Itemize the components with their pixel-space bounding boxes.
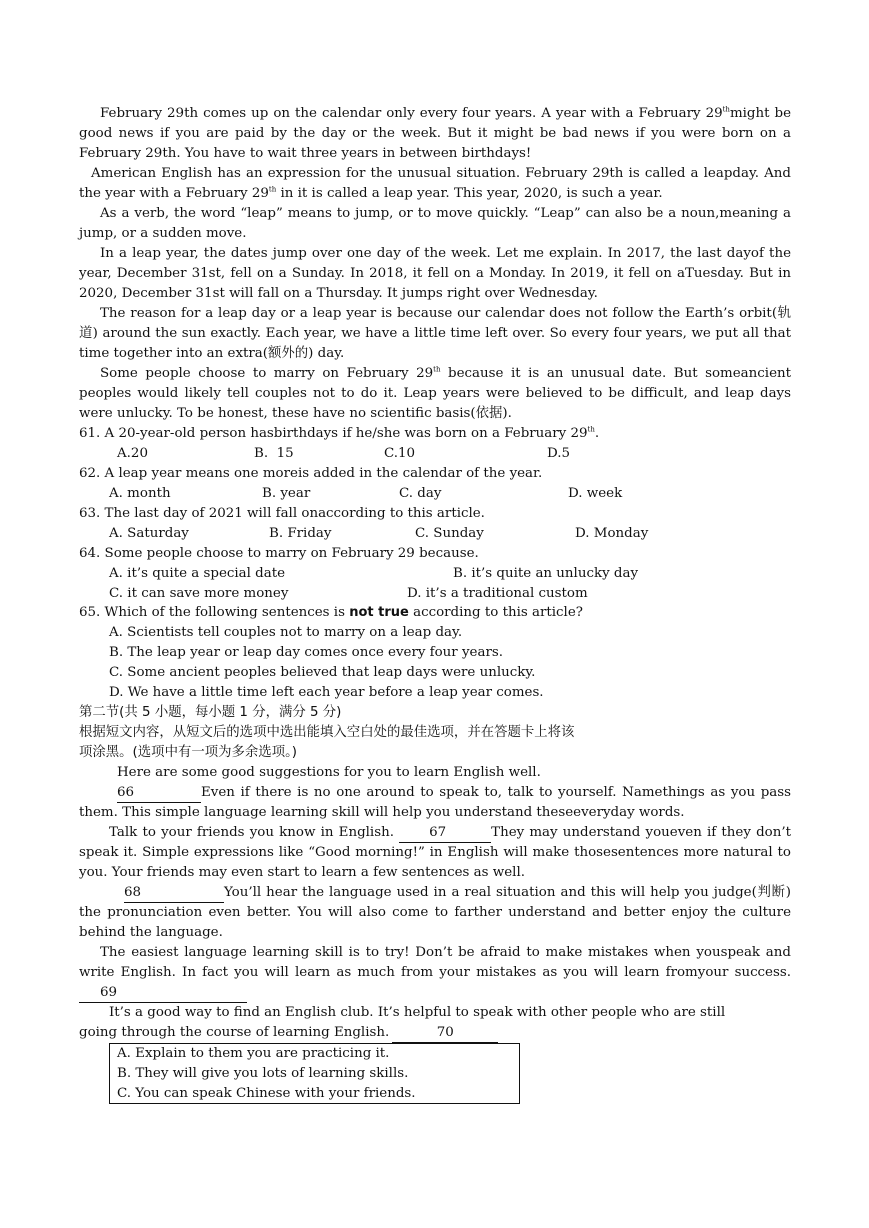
question-63-options — [79, 524, 791, 544]
option-c[interactable]: C. it can save more money — [109, 586, 289, 601]
cloze-paragraph-70a: It’s a good way to find an English club. It’s helpful to speak with other people who are still — [109, 1005, 726, 1020]
section-instructions-line-1: 根据短文内容，从短文后的选项中选出能填入空白处的最佳选项，并在答题卡上将该 — [79, 725, 575, 740]
option-d[interactable]: D. Monday — [575, 526, 649, 541]
blank-67[interactable]: 67 — [399, 824, 491, 843]
blank-69[interactable]: 69 — [79, 984, 247, 1003]
answer-choices-box — [109, 1043, 520, 1104]
section-instructions-line-2: 项涂黑。(选项中有一项为多余选项。) — [79, 745, 297, 760]
question-64-options-row2 — [79, 584, 791, 603]
option-d[interactable]: D. week — [568, 486, 623, 501]
option-c[interactable]: C. Sunday — [415, 526, 484, 541]
question-64: 64. Some people choose to marry on February 29 because. — [79, 546, 479, 561]
question-63: 63. The last day of 2021 will fall onaccording to this article. — [79, 506, 485, 521]
blank-70[interactable]: 70 — [392, 1024, 498, 1043]
option-a[interactable]: A. Saturday — [109, 526, 189, 541]
passage-paragraph-4: In a leap year, the dates jump over one day of the week. Let me explain. In 2017, the last dayof the year, December 31st, fell on a Sunday. In 2018, it fell on a Monday. In 2019, it fell on aTuesday. But in 2020, December 31st will fall on a Thursday. It jumps right over Wednesday. — [79, 246, 791, 301]
option-b[interactable]: B. 15 — [254, 446, 294, 461]
blank-66[interactable]: 66 — [117, 784, 201, 803]
option-b[interactable]: B. Friday — [269, 526, 332, 541]
passage-paragraph-1: February 29th comes up on the calendar only every four years. A year with a February 29thmight be good news if you are paid by the day or the week. But it might be bad news if you were born on a February 29th. You have to wait three years in between birthdays! — [79, 105, 791, 161]
option-b[interactable]: B. year — [262, 486, 311, 501]
passage-paragraph-3: As a verb, the word “leap” means to jump, or to move quickly. “Leap” can also be a noun,meaning a jump, or a sudden move. — [79, 206, 791, 241]
choice-b[interactable]: B. They will give you lots of learning skills. — [117, 1066, 409, 1081]
question-65: 65. Which of the following sentences is not true according to this article? — [79, 605, 583, 620]
passage-paragraph-2: American English has an expression for the unusual situation. February 29th is called a leapday. And the year with a February 29th in it is called a leap year. This year, 2020, is such a year. — [79, 166, 791, 201]
question-62: 62. A leap year means one moreis added in the calendar of the year. — [79, 466, 543, 481]
blank-68[interactable]: 68 — [124, 884, 224, 903]
cloze-paragraph-67: Talk to your friends you know in English. 67 They may understand youeven if they don’t speak it. Simple expressions like “Good morning!” in English will make thosesentences more natural to you. Your friends may even start to learn a few sentences as well. — [79, 825, 791, 880]
cloze-paragraph-68: 68 You’ll hear the language used in a real situation and this will help you judge(判断) the pronunciation even better. You will also come to farther understand and better enjoy the culture behind the language. — [79, 885, 791, 940]
cloze-paragraph-69: The easiest language learning skill is to try! Don’t be afraid to make mistakes when youspeak and write English. In fact you will learn as much from your mistakes as you will learn fromyour success.69 — [79, 943, 791, 1003]
cloze-paragraph-66: 66 Even if there is no one around to speak to, talk to yourself. Namethings as you pass them. This simple language learning skill will help you understand theseeveryday words. — [79, 785, 791, 820]
question-61-options — [79, 444, 791, 464]
passage-paragraph-6: Some people choose to marry on February 29th because it is an unusual date. But someancient peoples would likely tell couples not to do it. Leap years were believed to be difficult, and leap days were unlucky. To be honest, these have no scientific basis(依据). — [79, 365, 792, 421]
option-a[interactable]: A. Scientists tell couples not to marry on a leap day. — [109, 625, 463, 640]
section-header: 第二节(共 5 小题，每小题 1 分，满分 5 分) — [79, 705, 342, 720]
emphasis-not-true: not true — [349, 605, 409, 620]
cloze-paragraph-70b: going through the course of learning English. 70 — [79, 1023, 791, 1043]
option-a[interactable]: A.20 — [117, 446, 148, 461]
option-c[interactable]: C. Some ancient peoples believed that leap days were unlucky. — [109, 665, 536, 680]
option-d[interactable]: D. We have a little time left each year before a leap year comes. — [109, 685, 544, 700]
exam-page — [79, 104, 791, 1104]
option-d[interactable]: D. it’s a traditional custom — [407, 586, 588, 601]
option-c[interactable]: C. day — [399, 486, 442, 501]
option-a[interactable]: A. it’s quite a special date — [109, 566, 286, 581]
passage-paragraph-5: The reason for a leap day or a leap year is because our calendar does not follow the Earth’s orbit(轨道) around the sun exactly. Each year, we have a little time left over. So every four years, we put all that time together into an extra(额外的) day. — [79, 306, 791, 361]
choice-a[interactable]: A. Explain to them you are practicing it. — [117, 1046, 390, 1061]
cloze-intro: Here are some good suggestions for you to learn English well. — [117, 765, 541, 780]
choice-c[interactable]: C. You can speak Chinese with your friends. — [117, 1086, 416, 1101]
question-61: 61. A 20-year-old person hasbirthdays if he/she was born on a February 29th. — [79, 425, 600, 441]
option-d[interactable]: D.5 — [547, 446, 571, 461]
question-62-options — [79, 484, 791, 504]
option-b[interactable]: B. The leap year or leap day comes once every four years. — [109, 645, 503, 660]
option-c[interactable]: C.10 — [384, 446, 416, 461]
question-64-options-row1 — [79, 564, 791, 584]
option-b[interactable]: B. it’s quite an unlucky day — [453, 566, 639, 581]
option-a[interactable]: A. month — [109, 486, 171, 501]
